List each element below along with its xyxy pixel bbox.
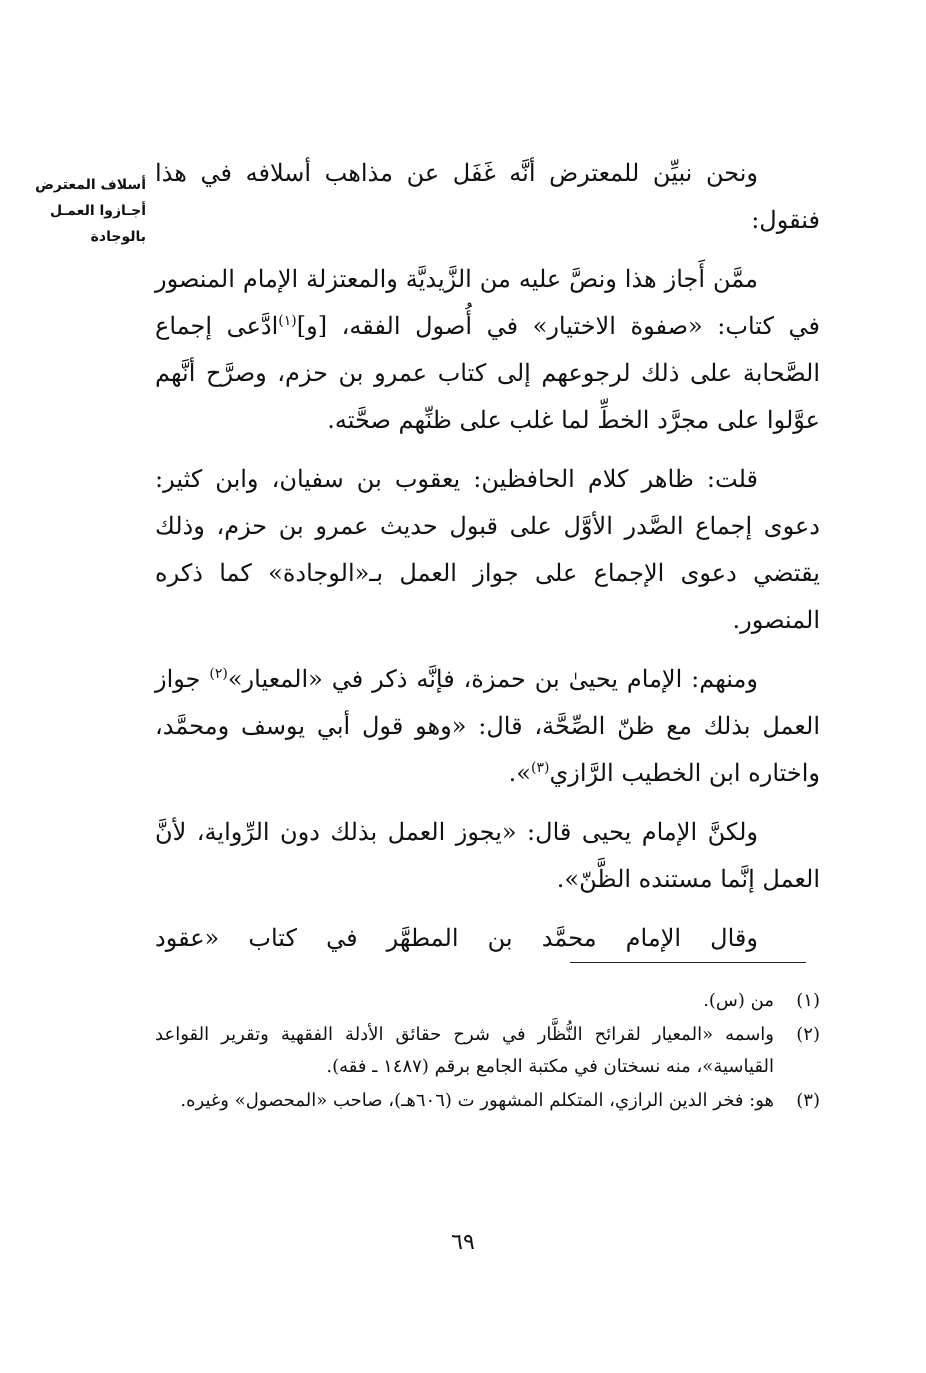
paragraph-5: ولكنَّ الإمام يحيى قال: «يجوز العمل بذلك دون الرِّواية، لأنَّ العمل إنَّما مستنده الظَّنّ».	[155, 818, 820, 893]
margin-note-line: أجـازوا العمـل	[50, 203, 146, 219]
page-number: ٦٩	[451, 1230, 475, 1255]
footnote-ref-2[interactable]: (٢)	[209, 666, 228, 682]
footnote-text: هو: فخر الدين الرازي، المتكلم المشهور ت (٦٠٦هـ)، صاحب «المحصول» وغيره.	[180, 1090, 774, 1111]
paragraph-6: وقال الإمام محمَّد بن المطهَّر في كتاب «عقود	[155, 924, 758, 952]
footnote-text: من (س).	[703, 990, 774, 1011]
footnote-ref-3[interactable]: (٣)	[530, 760, 550, 776]
footnotes	[155, 985, 820, 1119]
footnote-separator	[570, 962, 806, 963]
footnote-ref-1[interactable]: (١)	[278, 313, 297, 329]
footnote-item	[155, 985, 820, 1017]
paragraph-2-text-b: ادَّعى إجماع الصَّحابة على ذلك لرجوعهم إلى كتاب عمرو بن حزم، وصرَّح أنَّهم عوَّلوا على مجرَّد الخطِّ لما غلب على ظنِّهم صحَّته.	[155, 312, 820, 434]
footnote-item	[155, 1085, 820, 1117]
paragraph-3: قلت: ظاهر كلام الحافظين: يعقوب بن سفيان، وابن كثير: دعوى إجماع الصَّدر الأوَّل على قبول حديث عمرو بن حزم، وذلك يقتضي دعوى الإجماع على جواز العمل بـ«الوجادة» كما ذكره المنصور.	[155, 465, 820, 634]
footnote-number: (٣)	[796, 1090, 820, 1111]
paragraph-2	[155, 256, 820, 444]
margin-note-line: بالوجادة	[90, 229, 146, 245]
footnote-item	[155, 1019, 820, 1083]
paragraph-4-text-a: ومنهم: الإمام يحيىٰ بن حمزة، فإنَّه ذكر في «المعيار»	[227, 665, 758, 693]
paragraph-4-text-b: جواز العمل بذلك مع ظنّ الصِّحَّة، قال: «وهو قول أبي يوسف ومحمَّد، واختاره ابن الخطيب الرَّازي	[155, 665, 820, 787]
paragraph-4	[155, 656, 820, 797]
paragraph-1: ونحن نبيِّن للمعترض أنَّه غَفَل عن مذاهب أسلافه في هذا فنقول:	[155, 159, 820, 234]
footnote-number: (١)	[796, 990, 820, 1011]
paragraph-2-text-a: ممَّن أَجاز هذا ونصَّ عليه من الزَّيديَّة والمعتزلة الإمام المنصور في كتاب: «صفوة الاختيار» في أُصول الفقه، [و]	[155, 265, 820, 340]
paragraph-4-text-c: ».	[508, 759, 531, 787]
footnote-number: (٢)	[796, 1024, 820, 1045]
footnote-text: واسمه «المعيار لقرائح النُّظَّار في شرح حقائق الأدلة الفقهية وتقرير القواعد القياسية»، منه نسختان في مكتبة الجامع برقم (١٤٨٧ ـ فقه).	[155, 1024, 774, 1077]
margin-note	[10, 172, 146, 250]
margin-note-line: أسلاف المعترض	[35, 177, 146, 193]
main-text	[155, 150, 820, 962]
